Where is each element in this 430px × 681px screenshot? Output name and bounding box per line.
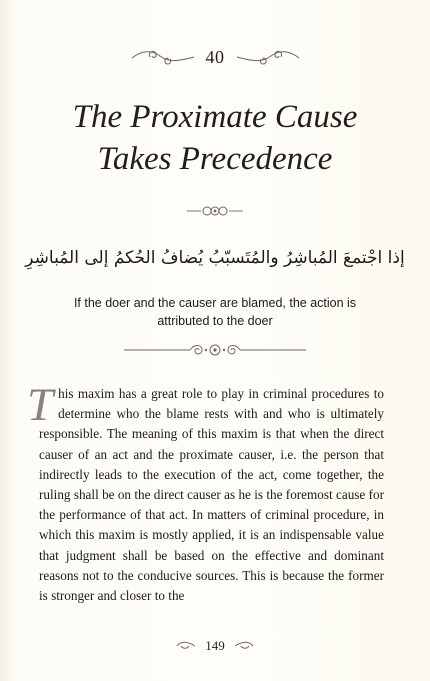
leaf-flourish-icon bbox=[175, 640, 197, 652]
chapter-title-line-1: The Proximate Cause bbox=[72, 99, 358, 135]
knot-ornament-icon bbox=[185, 203, 245, 219]
chapter-title-line-2: Takes Precedence bbox=[97, 141, 333, 177]
page-footer bbox=[0, 638, 430, 654]
leaf-flourish-icon bbox=[233, 640, 255, 652]
maxim-translation: If the doer and the causer are blamed, the action is attributed to the doer bbox=[73, 296, 357, 328]
chapter-heading bbox=[0, 40, 430, 74]
chapter-title bbox=[0, 96, 430, 180]
body-paragraph-text: his maxim has a great role to play in criminal procedures to determine who the blame rests with and who is ultimately responsible. The meaning of this maxim is that when the direct causer of an act and the proximate causer, i.e. the person that indirectly leads to the execution of the act, come together, the ruling shall be on the direct causer as he is the foremost cause for the performance of that act. In matters of criminal procedure, in which this maxim is mostly applied, it is an indispensable value that judgment shall be based on the effective and dominant reasons not to the conducive sources. This is because the former is stronger and closer to the bbox=[39, 386, 384, 604]
swirl-divider-icon bbox=[120, 342, 310, 358]
page-number: 149 bbox=[205, 638, 225, 653]
arabic-maxim: إذا اجْتمعَ المُباشِرُ والمُتَسبّبُ يُضافُ الحُكمُ إلى المُباشِرِ bbox=[25, 248, 405, 268]
chapter-number: 40 bbox=[205, 46, 225, 67]
scroll-flourish-icon bbox=[130, 48, 196, 66]
body-paragraph bbox=[27, 379, 384, 606]
scroll-flourish-icon bbox=[235, 48, 301, 66]
drop-cap: T bbox=[27, 379, 54, 431]
